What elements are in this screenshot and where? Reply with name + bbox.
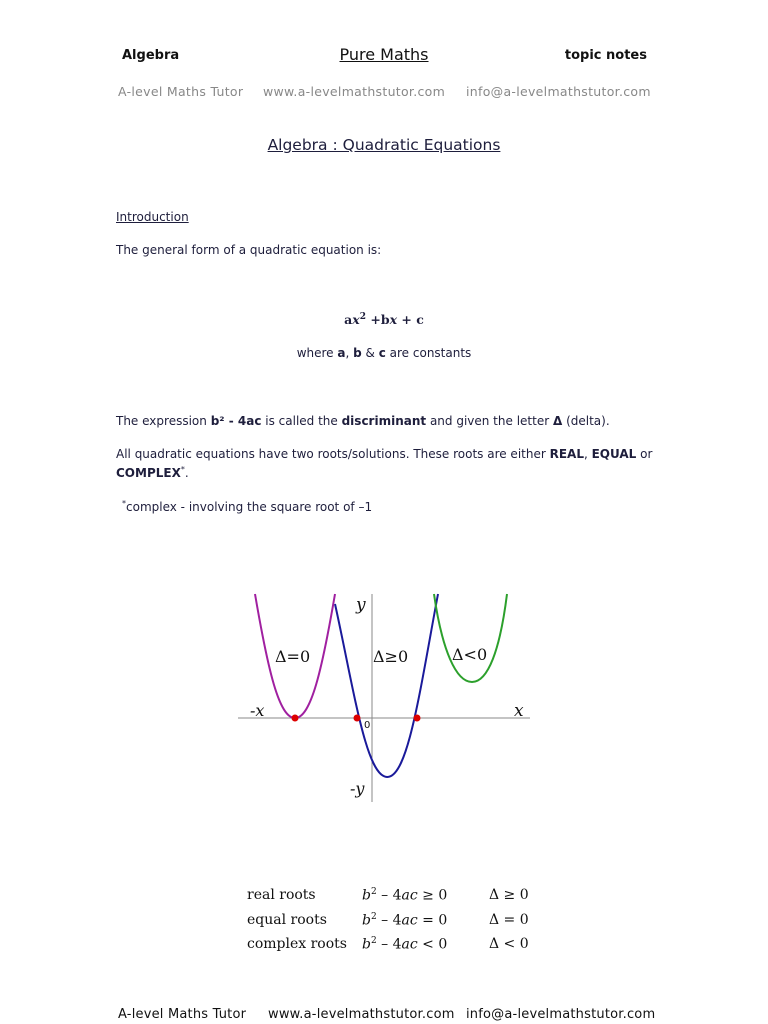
delta-condition-label: Δ ≥ 0 <box>489 887 529 903</box>
const-b: b <box>353 346 362 360</box>
roots-complex: COMPLEX <box>116 466 181 480</box>
disc-rel: ≥ 0 <box>417 887 448 904</box>
disc-sq: 2 <box>370 887 377 897</box>
label-delta-real: Δ≥0 <box>373 647 409 666</box>
header-type: topic notes <box>564 48 647 63</box>
plus-sign: + <box>365 312 381 328</box>
quadratic-graph <box>236 590 536 810</box>
disc-rest: – 4 <box>376 936 402 953</box>
root-type <box>247 936 347 952</box>
roots-real: REAL <box>549 447 584 461</box>
discriminant-text <box>116 414 610 429</box>
delta-condition <box>489 912 529 928</box>
discriminant-condition <box>362 887 447 904</box>
header-email[interactable]: info@a-levelmathstutor.com <box>466 84 651 99</box>
disc-ac: ac <box>401 936 418 953</box>
neg-y-axis-label: -y <box>350 779 365 798</box>
footnote-star: * <box>122 499 126 508</box>
exponent: 2 <box>359 312 366 322</box>
disc-p4: (delta). <box>562 414 610 428</box>
disc-p3: and given the letter <box>426 414 553 428</box>
disc-rest: – 4 <box>376 887 402 904</box>
origin-label: 0 <box>364 720 371 731</box>
roots-star: * <box>180 465 185 474</box>
disc-expr: b² - 4ac <box>210 414 262 428</box>
header-topic: Algebra <box>122 48 180 63</box>
constants-suffix: are constants <box>385 346 472 360</box>
footer-email[interactable]: info@a-levelmathstutor.com <box>466 1007 656 1022</box>
header-tutor: A-level Maths Tutor <box>118 84 244 99</box>
quadratic-formula <box>0 312 768 327</box>
disc-sq: 2 <box>370 936 377 946</box>
x-axis-label: x <box>514 701 524 721</box>
roots-equal: EQUAL <box>591 447 637 461</box>
page-title <box>0 136 768 154</box>
root-point-real-2 <box>414 715 421 722</box>
disc-sq: 2 <box>370 912 377 922</box>
delta-condition-label: Δ < 0 <box>489 936 529 952</box>
disc-rest: – 4 <box>376 912 402 929</box>
section-heading-introduction: Introduction <box>116 210 189 224</box>
disc-p1: The expression <box>116 414 211 428</box>
roots-or: or <box>636 447 653 461</box>
disc-b: b <box>362 912 371 929</box>
coef-b: b <box>380 312 390 328</box>
footer-website[interactable]: www.a-levelmathstutor.com <box>268 1007 455 1022</box>
disc-b: b <box>362 887 371 904</box>
coef-a: a <box>344 312 353 328</box>
coef-c: c <box>416 312 424 328</box>
root-point-real-1 <box>354 715 361 722</box>
header-subject-text: Pure Maths <box>339 45 429 64</box>
root-type-label: equal roots <box>247 912 327 928</box>
root-type <box>247 887 316 903</box>
delta-condition-label: Δ = 0 <box>489 912 529 928</box>
disc-delta: Δ <box>552 414 563 428</box>
delta-condition <box>489 887 529 903</box>
general-form-text: The general form of a quadratic equation is: <box>116 243 382 257</box>
constants-prefix: where <box>296 346 338 360</box>
const-sep1: , <box>345 346 354 360</box>
var-x2: x <box>389 312 398 328</box>
page-title-text: Algebra : Quadratic Equations <box>267 136 501 154</box>
roots-end: . <box>184 466 189 480</box>
root-point-equal <box>292 715 299 722</box>
label-delta-equal: Δ=0 <box>275 647 311 666</box>
neg-x-axis-label: -x <box>250 701 265 720</box>
footer-tutor: A-level Maths Tutor <box>118 1007 247 1022</box>
disc-rel: < 0 <box>417 936 448 953</box>
var-x: x <box>352 312 360 328</box>
const-a: a <box>337 346 346 360</box>
const-c: c <box>378 346 386 360</box>
disc-b: b <box>362 936 371 953</box>
disc-ac: ac <box>401 887 418 904</box>
y-axis-label: y <box>356 595 366 615</box>
disc-ac: ac <box>401 912 418 929</box>
curve-complex <box>434 594 507 682</box>
disc-p2: is called the <box>261 414 342 428</box>
root-type-label: complex roots <box>247 936 347 952</box>
disc-word: discriminant <box>341 414 427 428</box>
discriminant-condition <box>362 912 447 929</box>
header-subject <box>0 45 768 64</box>
footnote-text: complex - involving the square root of –1 <box>126 500 373 514</box>
plus-sign-2: + <box>397 312 417 328</box>
header-website[interactable]: www.a-levelmathstutor.com <box>263 84 446 99</box>
curve-real <box>335 594 438 777</box>
const-sep2: & <box>361 346 379 360</box>
disc-rel: = 0 <box>417 912 448 929</box>
label-delta-complex: Δ<0 <box>452 645 488 664</box>
constants-text <box>0 346 768 361</box>
roots-text <box>116 447 656 481</box>
discriminant-condition <box>362 936 447 953</box>
roots-sep: , <box>583 447 592 461</box>
delta-condition <box>489 936 529 952</box>
root-type <box>247 912 327 928</box>
roots-p1: All quadratic equations have two roots/solutions. These roots are either <box>116 447 550 461</box>
footnote <box>122 496 372 515</box>
root-type-label: real roots <box>247 887 316 903</box>
